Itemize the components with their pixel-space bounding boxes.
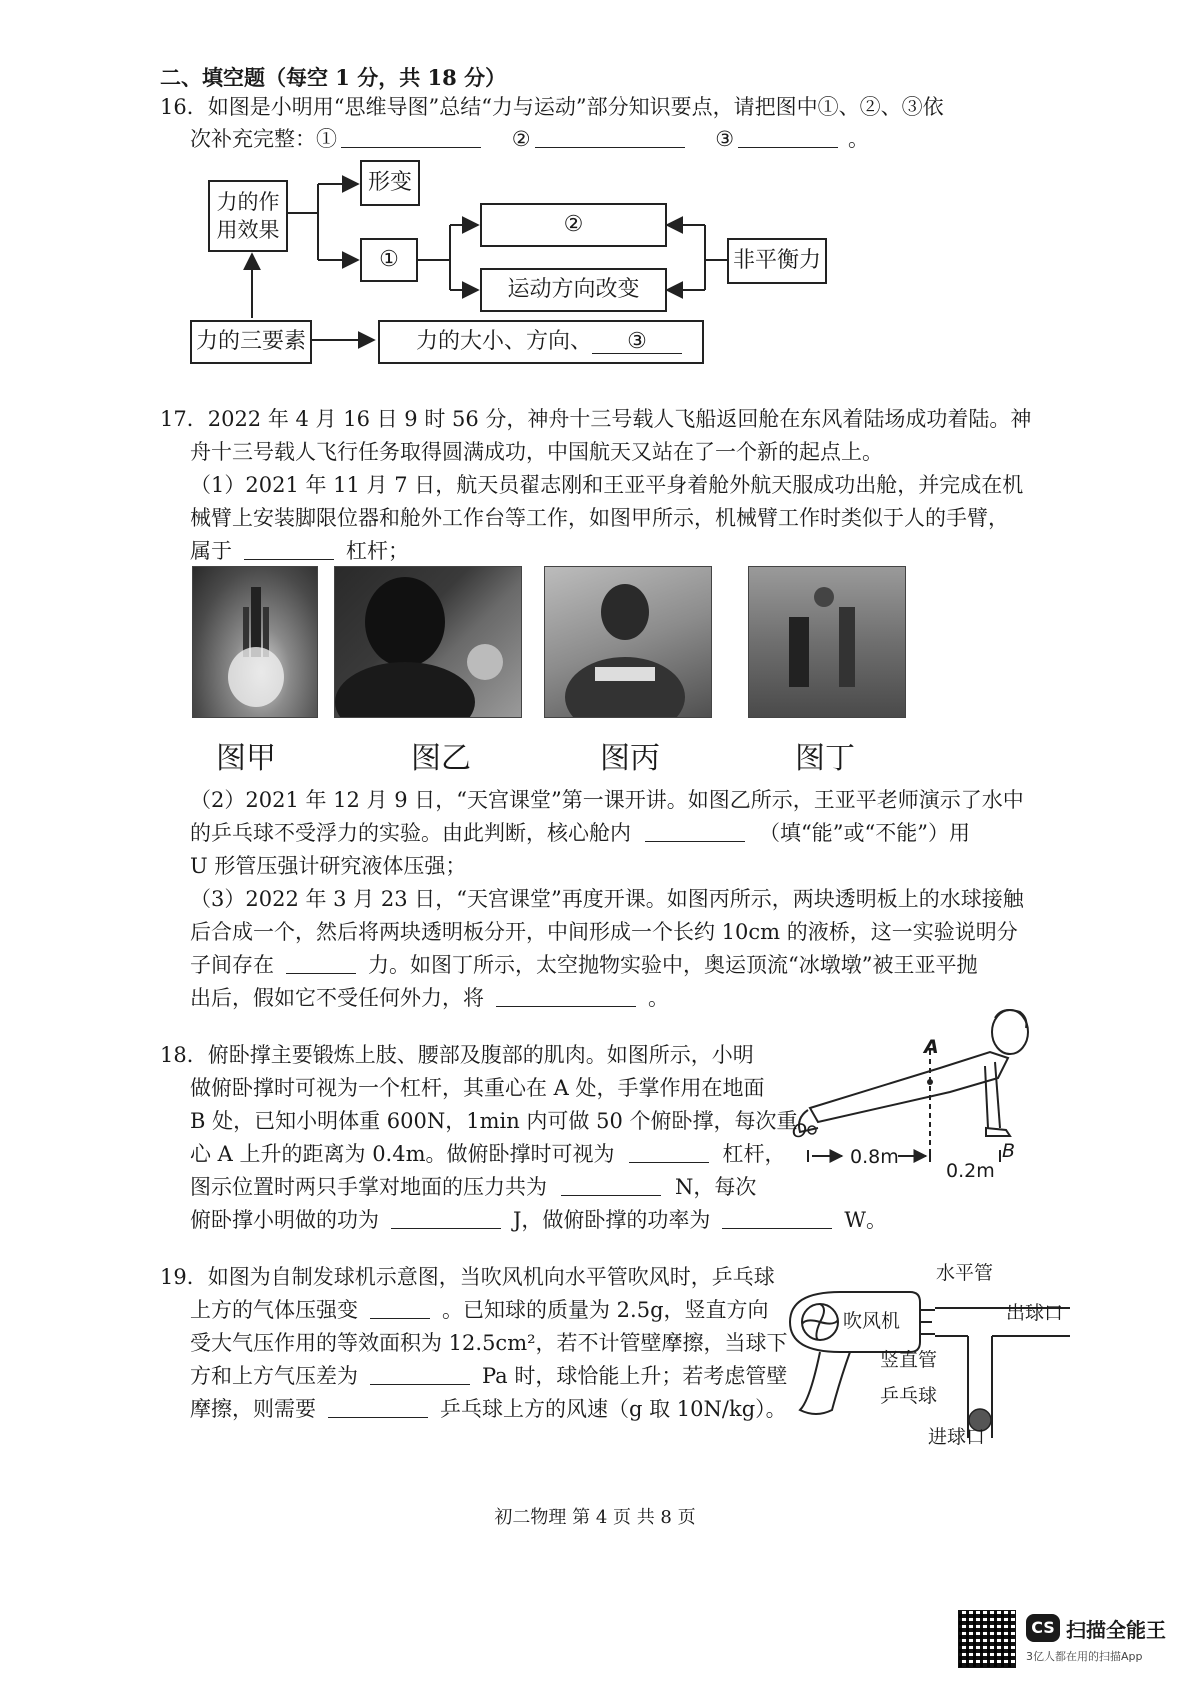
photo-bing-dwen-dwen-throw <box>748 566 906 718</box>
label-inlet: 进球口 <box>928 1426 986 1448</box>
answer-blank-14[interactable] <box>328 1397 428 1418</box>
q17-p3-text-b: 力。如图丁所示，太空抛物实验中，奥运顶流“冰墩墩”被王亚平抛 <box>368 953 978 977</box>
rocket-icon <box>193 567 317 717</box>
mindmap-box-3: ③ <box>592 331 682 354</box>
q18-line5 <box>190 1172 756 1202</box>
photo-rocket-launch <box>192 566 318 718</box>
q18-text-6b: J，做俯卧撑的功率为 <box>513 1208 711 1232</box>
q19-line2 <box>190 1295 769 1325</box>
label-point-b: B <box>1002 1140 1016 1162</box>
caption-fig-bing: 图丙 <box>600 741 660 776</box>
q18-line3: B 处，已知小明体重 600N，1min 内可做 50 个俯卧撑，每次重 <box>190 1109 798 1133</box>
answer-blank-6[interactable] <box>286 953 356 974</box>
astronaut-icon <box>749 567 905 717</box>
q17-line1: 17．2022 年 4 月 16 日 9 时 56 分，神舟十三号载人飞船返回舱在东风着陆场成功着陆。神 <box>160 407 1032 431</box>
answer-blank-11[interactable] <box>722 1208 832 1229</box>
q16-end: 。 <box>848 127 870 151</box>
q18-text-5a: 图示位置时两只手掌对地面的压力共为 <box>190 1175 547 1199</box>
q17-p2-line2 <box>190 818 970 848</box>
q18-text-4a: 心 A 上升的距离为 0.4m。做俯卧撑时可视为 <box>190 1142 615 1166</box>
q17-p3-text-a: 子间存在 <box>190 953 274 977</box>
q17-p1-line2: 械臂上安装脚限位器和舱外工作台等工作，如图甲所示，机械臂工作时类似于人的手臂， <box>190 506 1009 530</box>
q19-text-5a: 摩擦，则需要 <box>190 1397 316 1421</box>
q18-text-5b: N，每次 <box>675 1175 757 1199</box>
photo-liquid-bridge <box>544 566 712 718</box>
q19-text-4b: Pa 时，球恰能上升；若考虑管壁 <box>482 1364 788 1388</box>
q17-p3-line1: （3）2022 年 3 月 23 日，“天宫课堂”再度开课。如图丙所示，两块透明板上的水球接触 <box>190 887 1024 911</box>
mindmap-box-force-effect: 力的作用效果 <box>208 180 288 252</box>
q18-text-4b: 杠杆， <box>722 1142 786 1166</box>
label-point-o: O <box>792 1120 807 1142</box>
mindmap-box-direction-change: 运动方向改变 <box>480 268 667 312</box>
label-ping-pong-ball: 乒乓球 <box>880 1385 938 1407</box>
q19-text-2a: 上方的气体压强变 <box>190 1298 358 1322</box>
q18-line1: 18．俯卧撑主要锻炼上肢、腰部及腹部的肌肉。如图所示，小明 <box>160 1043 754 1067</box>
camscanner-logo-icon: CS <box>1026 1614 1060 1642</box>
q19-line5 <box>190 1394 787 1424</box>
q17-p2-line1: （2）2021 年 12 月 9 日，“天宫课堂”第一课开讲。如图乙所示，王亚平老师演示了水中 <box>190 788 1024 812</box>
q17-line2: 舟十三号载人飞行任务取得圆满成功，中国航天又站在了一个新的起点上。 <box>190 440 883 464</box>
q19-line3: 受大气压作用的等效面积为 12.5cm²，若不计管壁摩擦，当球下 <box>190 1331 788 1355</box>
q19-line4 <box>190 1361 787 1391</box>
q19-text-2b: 。已知球的质量为 2.5g，竖直方向 <box>442 1298 769 1322</box>
q17-p2-text-a: 的乒乓球不受浮力的实验。由此判断，核心舱内 <box>190 821 631 845</box>
qr-code-icon <box>958 1610 1016 1668</box>
q17-p3-line2: 后合成一个，然后将两块透明板分开，中间形成一个长约 10cm 的液桥，这一实验说明分 <box>190 920 1018 944</box>
pushup-figure <box>790 1000 1090 1190</box>
mindmap-box-unbalanced-force: 非平衡力 <box>727 238 827 284</box>
answer-blank-9[interactable] <box>561 1175 661 1196</box>
q17-p3-text-c: 出后，假如它不受任何外力，将 <box>190 986 484 1010</box>
caption-fig-yi: 图乙 <box>411 741 471 776</box>
q18-line2: 做俯卧撑时可视为一个杠杆，其重心在 A 处，手掌作用在地面 <box>190 1076 765 1100</box>
q17-p3-line3 <box>190 950 977 980</box>
watermark-subtitle: 3亿人都在用的扫描App <box>1026 1650 1143 1663</box>
q17-p1-line1: （1）2021 年 11 月 7 日，航天员翟志刚和王亚平身着舱外航天服成功出舱，并完成在机 <box>190 473 1024 497</box>
q17-p2-text-b: （填“能”或“不能”）用 <box>759 821 970 845</box>
mindmap-size-direction-label: 力的大小、方向、 <box>416 329 593 354</box>
q19-line1: 19．如图为自制发球机示意图，当吹风机向水平管吹风时，乒乓球 <box>160 1265 775 1289</box>
q19-text-5b: 乒乓球上方的风速（g 取 10N/kg）。 <box>440 1397 787 1421</box>
mindmap-box-2: ② <box>480 203 667 247</box>
label-distance-0-2m: 0.2m <box>946 1160 995 1182</box>
mindmap-box-deformation: 形变 <box>360 160 420 206</box>
q18-text-6a: 俯卧撑小明做的功为 <box>190 1208 379 1232</box>
caption-fig-jia: 图甲 <box>216 741 276 776</box>
astronaut-icon <box>335 567 521 717</box>
answer-blank-8[interactable] <box>629 1142 709 1163</box>
mindmap-box-1: ① <box>360 238 418 282</box>
mindmap-box-three-elements: 力的三要素 <box>190 320 312 364</box>
q17-p3-text-d: 。 <box>648 986 669 1010</box>
label-outlet: 出球口 <box>1006 1302 1064 1324</box>
q16-blank3-label: ③ <box>715 127 735 151</box>
page-footer: 初二物理 第 4 页 共 8 页 <box>494 1507 696 1528</box>
answer-blank-10[interactable] <box>391 1208 501 1229</box>
label-point-a: A <box>924 1036 939 1058</box>
q16-line1: 16．如图是小明用“思维导图”总结“力与运动”部分知识要点，请把图中①、②、③依 <box>160 95 944 119</box>
q17-p1-line3 <box>190 536 409 566</box>
q17-p3-line4 <box>190 983 669 1013</box>
answer-blank-12[interactable] <box>370 1298 430 1319</box>
q16-prefix: 次补充完整：① <box>190 127 337 151</box>
watermark-title: 扫描全能王 <box>1066 1618 1166 1642</box>
q18-line6 <box>190 1205 887 1235</box>
q17-p1-text-a: 属于 <box>190 539 232 563</box>
label-distance-0-8m: 0.8m <box>850 1146 899 1168</box>
q16-blank2-label: ② <box>511 127 531 151</box>
astronaut-icon <box>545 567 711 717</box>
q18-text-6c: W。 <box>844 1208 888 1232</box>
photo-tiangong-class-1 <box>334 566 522 718</box>
q18-line4 <box>190 1139 786 1169</box>
q17-p2-line3: U 形管压强计研究液体压强； <box>190 854 467 878</box>
section-title: 二、填空题（每空 1 分，共 18 分） <box>160 65 507 90</box>
q19-text-4a: 方和上方气压差为 <box>190 1364 358 1388</box>
label-vertical-pipe: 竖直管 <box>880 1349 938 1371</box>
answer-blank-7[interactable] <box>496 986 636 1007</box>
caption-fig-ding: 图丁 <box>795 741 855 776</box>
answer-blank-4[interactable] <box>244 539 334 560</box>
answer-blank-13[interactable] <box>370 1364 470 1385</box>
q17-p1-text-b: 杠杆； <box>346 539 409 563</box>
label-horizontal-pipe: 水平管 <box>936 1262 994 1284</box>
answer-blank-5[interactable] <box>645 821 745 842</box>
mindmap-box-size-direction <box>378 320 704 364</box>
label-blower: 吹风机 <box>843 1310 901 1332</box>
